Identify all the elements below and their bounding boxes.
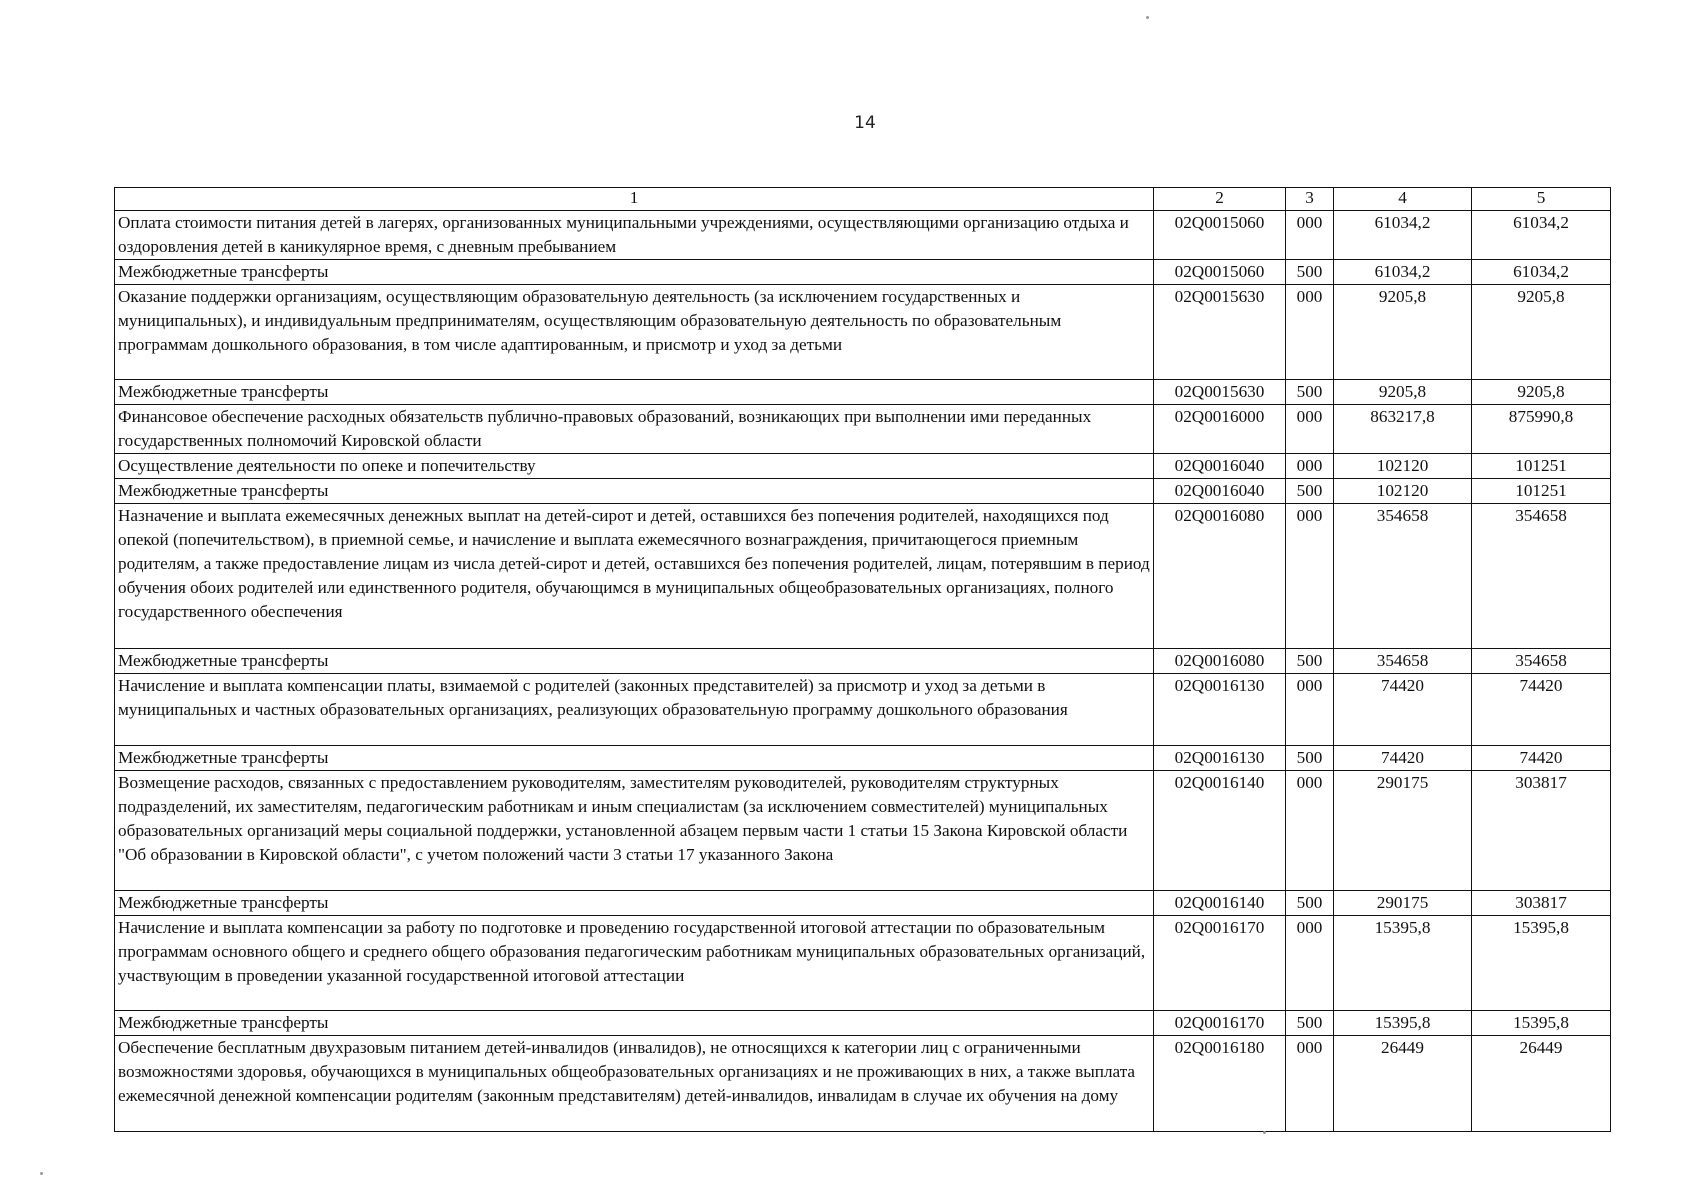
table-row (115, 746, 1611, 771)
row-code: 02Q0016080 (1154, 504, 1286, 649)
row-description: Оказание поддержки организациям, осуществляющим образовательную деятельность (за исключением государственных и муниципальных), и индивидуальным предпринимателям, осуществляющим образовательную деятельность по образовательным программам дошкольного образования, в том числе адаптированным, и присмотр и уход за детьми (115, 285, 1154, 380)
row-code: 02Q0016040 (1154, 454, 1286, 479)
row-code: 02Q0016080 (1154, 649, 1286, 674)
row-code: 02Q0016140 (1154, 891, 1286, 916)
table-row (115, 674, 1611, 746)
row-value-5: 74420 (1472, 674, 1611, 746)
row-value-5: 303817 (1472, 771, 1611, 891)
row-value-5: 15395,8 (1472, 916, 1611, 1011)
row-description: Межбюджетные трансферты (115, 649, 1154, 674)
row-value-4: 15395,8 (1334, 1011, 1472, 1036)
row-description: Обеспечение бесплатным двухразовым питанием детей-инвалидов (инвалидов), не относящихся к категории лиц с ограниченными возможностями здоровья, обучающихся в муниципальных общеобразовательных организациях и не проживающих в них, а также выплата ежемесячной денежной компенсации родителям (законным представителям) детей-инвалидов, инвалидам в случае их обучения на дому (115, 1036, 1154, 1132)
row-value-4: 61034,2 (1334, 211, 1472, 260)
table-row (115, 285, 1611, 380)
row-value-4: 61034,2 (1334, 260, 1472, 285)
row-value-4: 9205,8 (1334, 285, 1472, 380)
row-value-5: 9205,8 (1472, 285, 1611, 380)
table-row (115, 211, 1611, 260)
row-expense-type: 000 (1286, 674, 1334, 746)
row-description: Возмещение расходов, связанных с предоставлением руководителям, заместителям руководителей, руководителям структурных подразделений, их заместителям, педагогическим работникам и иным специалистам (за исключением совместителей) муниципальных образовательных организаций меры социальной поддержки, установленной абзацем первым части 1 статьи 15 Закона Кировской области "Об образовании в Кировской области", с учетом положений части 3 статьи 17 указанного Закона (115, 771, 1154, 891)
row-code: 02Q0016170 (1154, 916, 1286, 1011)
row-code: 02Q0016180 (1154, 1036, 1286, 1132)
row-expense-type: 500 (1286, 380, 1334, 405)
column-header-2: 2 (1154, 188, 1286, 211)
row-expense-type: 000 (1286, 504, 1334, 649)
row-description: Оплата стоимости питания детей в лагерях, организованных муниципальными учреждениями, осуществляющими организацию отдыха и оздоровления детей в каникулярное время, с дневным пребыванием (115, 211, 1154, 260)
table-row (115, 260, 1611, 285)
row-expense-type: 000 (1286, 454, 1334, 479)
row-value-4: 290175 (1334, 891, 1472, 916)
row-description: Финансовое обеспечение расходных обязательств публично-правовых образований, возникающих при выполнении ими переданных государственных полномочий Кировской области (115, 405, 1154, 454)
row-value-4: 74420 (1334, 674, 1472, 746)
row-code: 02Q0016140 (1154, 771, 1286, 891)
table-row (115, 454, 1611, 479)
table-row (115, 771, 1611, 891)
row-code: 02Q0015060 (1154, 211, 1286, 260)
row-expense-type: 500 (1286, 479, 1334, 504)
row-description: Межбюджетные трансферты (115, 380, 1154, 405)
table-row (115, 405, 1611, 454)
row-code: 02Q0016130 (1154, 674, 1286, 746)
scan-speck (1263, 1131, 1266, 1134)
column-header-5: 5 (1472, 188, 1611, 211)
row-value-5: 101251 (1472, 454, 1611, 479)
scan-speck (40, 1172, 43, 1175)
column-number-header-row (115, 188, 1611, 211)
row-value-5: 74420 (1472, 746, 1611, 771)
row-expense-type: 500 (1286, 746, 1334, 771)
row-value-4: 9205,8 (1334, 380, 1472, 405)
table-row (115, 891, 1611, 916)
row-value-4: 102120 (1334, 454, 1472, 479)
row-description: Осуществление деятельности по опеке и попечительству (115, 454, 1154, 479)
row-value-4: 354658 (1334, 504, 1472, 649)
row-expense-type: 500 (1286, 649, 1334, 674)
row-value-5: 354658 (1472, 649, 1611, 674)
row-description: Назначение и выплата ежемесячных денежных выплат на детей-сирот и детей, оставшихся без попечения родителей, находящихся под опекой (попечительством), в приемной семье, и начисление и выплата ежемесячного вознаграждения, причитающегося приемным родителям, а также предоставление лицам из числа детей-сирот и детей, оставшихся без попечения родителей, лицам, потерявшим в период обучения обоих родителей или единственного родителя, обучающимся в муниципальных общеобразовательных организациях, полного государственного обеспечения (115, 504, 1154, 649)
row-value-5: 61034,2 (1472, 260, 1611, 285)
row-value-4: 74420 (1334, 746, 1472, 771)
column-header-3: 3 (1286, 188, 1334, 211)
page-number: 14 (854, 113, 876, 133)
row-description: Межбюджетные трансферты (115, 479, 1154, 504)
row-description: Межбюджетные трансферты (115, 891, 1154, 916)
budget-table (114, 187, 1611, 1132)
row-code: 02Q0016040 (1154, 479, 1286, 504)
table-row (115, 1036, 1611, 1132)
row-expense-type: 000 (1286, 916, 1334, 1011)
row-expense-type: 500 (1286, 260, 1334, 285)
row-code: 02Q0016170 (1154, 1011, 1286, 1036)
table-body (115, 211, 1611, 1132)
row-value-4: 290175 (1334, 771, 1472, 891)
row-code: 02Q0015060 (1154, 260, 1286, 285)
row-code: 02Q0015630 (1154, 380, 1286, 405)
row-expense-type: 000 (1286, 285, 1334, 380)
row-expense-type: 000 (1286, 1036, 1334, 1132)
table-row (115, 1011, 1611, 1036)
row-description: Межбюджетные трансферты (115, 260, 1154, 285)
row-code: 02Q0016130 (1154, 746, 1286, 771)
scan-speck (1146, 16, 1149, 19)
row-value-5: 101251 (1472, 479, 1611, 504)
row-value-5: 15395,8 (1472, 1011, 1611, 1036)
row-value-4: 354658 (1334, 649, 1472, 674)
table-row (115, 916, 1611, 1011)
row-code: 02Q0015630 (1154, 285, 1286, 380)
row-description: Начисление и выплата компенсации платы, взимаемой с родителей (законных представителей) за присмотр и уход за детьми в муниципальных и частных образовательных организациях, реализующих образовательную программу дошкольного образования (115, 674, 1154, 746)
table-row (115, 649, 1611, 674)
row-value-4: 863217,8 (1334, 405, 1472, 454)
row-expense-type: 000 (1286, 405, 1334, 454)
row-value-5: 875990,8 (1472, 405, 1611, 454)
row-value-4: 26449 (1334, 1036, 1472, 1132)
row-value-5: 354658 (1472, 504, 1611, 649)
row-expense-type: 500 (1286, 1011, 1334, 1036)
row-value-5: 26449 (1472, 1036, 1611, 1132)
row-value-4: 15395,8 (1334, 916, 1472, 1011)
row-value-5: 61034,2 (1472, 211, 1611, 260)
row-description: Межбюджетные трансферты (115, 746, 1154, 771)
row-expense-type: 500 (1286, 891, 1334, 916)
table-row (115, 380, 1611, 405)
column-header-4: 4 (1334, 188, 1472, 211)
row-description: Начисление и выплата компенсации за работу по подготовке и проведению государственной итоговой аттестации по образовательным программам основного общего и среднего общего образования педагогическим работникам муниципальных образовательных организаций, участвующим в проведении указанной государственной итоговой аттестации (115, 916, 1154, 1011)
row-description: Межбюджетные трансферты (115, 1011, 1154, 1036)
row-value-5: 303817 (1472, 891, 1611, 916)
column-header-1: 1 (115, 188, 1154, 211)
row-expense-type: 000 (1286, 771, 1334, 891)
table-row (115, 479, 1611, 504)
row-code: 02Q0016000 (1154, 405, 1286, 454)
table-row (115, 504, 1611, 649)
row-expense-type: 000 (1286, 211, 1334, 260)
row-value-5: 9205,8 (1472, 380, 1611, 405)
row-value-4: 102120 (1334, 479, 1472, 504)
